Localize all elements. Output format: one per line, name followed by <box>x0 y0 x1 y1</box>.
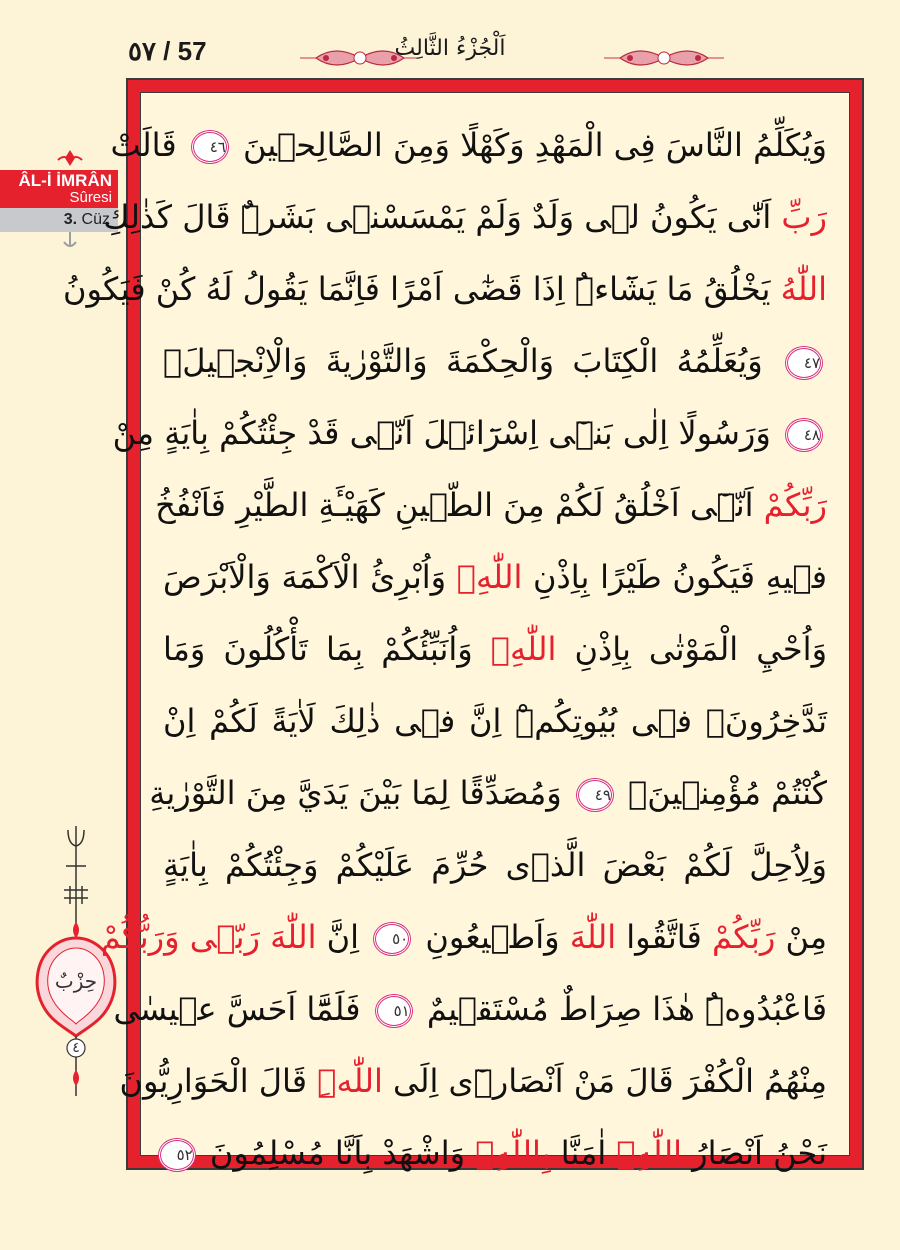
text-segment: فَاتَّقُوا <box>626 918 702 956</box>
text-segment: تَدَّخِرُونَۙ ف۪ى بُيُوتِكُمْۜ اِنَّ ف۪ى ذٰلِكَ لَاٰيَةً لَكُمْ اِنْ <box>163 702 827 740</box>
text-segment: مِنْ <box>785 918 827 956</box>
text-line <box>110 109 827 181</box>
text-segment: وَمُصَدِّقًا لِمَا بَيْنَ يَدَيَّ مِنَ التَّوْرٰيةِ <box>149 774 562 812</box>
text-line <box>149 757 827 829</box>
verse-number-marker: ٤٩ <box>576 778 614 812</box>
juz-box <box>0 208 118 232</box>
verse-number-marker: ٥٢ <box>158 1138 196 1172</box>
text-segment: وَاشْهَدْ بِاَنَّا مُسْلِمُونَ <box>209 1134 466 1172</box>
text-line <box>103 181 827 253</box>
text-segment: اَنّ۪ٓى اَخْلُقُ لَكُمْ مِنَ الطّ۪ينِ كَهَيْـَٔةِ الطَّيْرِ فَاَنْفُخُ <box>155 486 754 524</box>
highlighted-word: اللّٰهِۚ <box>490 630 557 668</box>
text-segment: وَاَط۪يعُونِ <box>425 918 560 956</box>
juz-ornament-icon <box>0 232 118 250</box>
text-line <box>112 397 827 469</box>
text-segment: وَلِاُحِلَّ لَكُمْ بَعْضَ الَّذ۪ى حُرِّمَ عَلَيْكُمْ وَجِئْتُكُمْ بِاٰيَةٍ <box>163 846 827 884</box>
text-segment: وَاُبْرِئُ الْاَكْمَهَ وَالْاَبْرَصَ <box>163 558 447 596</box>
surah-suffix: Sûresi <box>69 189 112 206</box>
text-segment: يَخْلُقُ مَا يَشَٓاءُۜ اِذَا قَضٰٓى اَمْرًا فَاِنَّمَا يَقُولُ لَهُ كُنْ فَيَكُونُ <box>62 270 771 308</box>
text-segment: نَحْنُ اَنْصَارُ <box>692 1134 827 1172</box>
text-segment: فَلَمَّٓا اَحَسَّ ع۪يسٰى <box>113 990 361 1028</box>
text-segment: اٰمَنَّا <box>560 1134 607 1172</box>
page-number: ٥٧ / 57 <box>128 36 207 66</box>
surah-label <box>0 148 118 254</box>
text-line <box>119 1045 827 1117</box>
highlighted-word: رَبِّكُمْ <box>712 918 776 956</box>
highlighted-word: اللّٰهُ <box>780 270 827 308</box>
verse-number-marker: ٤٨ <box>785 418 823 452</box>
surah-name: ÂL-İ İMRÂN <box>18 171 112 190</box>
text-segment: وَاُنَبِّئُكُمْ بِمَا تَأْكُلُونَ وَمَا <box>163 630 473 668</box>
header-ornament-right <box>600 40 728 76</box>
highlighted-word: اللّٰهِۜ <box>317 1062 383 1100</box>
highlighted-word: اللّٰهِۚ <box>456 558 523 596</box>
text-segment: اَنّٰى يَكُونُ ل۪ى وَلَدٌ وَلَمْ يَمْسَسْن۪ى بَشَرٌۜ قَالَ كَذٰلِكِ <box>103 198 772 236</box>
surah-name-box <box>0 170 118 208</box>
verse-number-marker: ٤٧ <box>785 346 823 380</box>
text-line <box>62 253 827 325</box>
highlighted-word: اللّٰهَ رَبّ۪ى وَرَبُّكُمْ <box>100 918 317 956</box>
highlighted-word: اللّٰهَ <box>569 918 617 956</box>
highlighted-word: رَبِّ <box>781 198 827 236</box>
text-segment: اِنَّ <box>326 918 360 956</box>
hizb-number: ٤ <box>72 1040 80 1056</box>
text-segment: كُنْتُمْ مُؤْمِن۪ينَۚ <box>628 774 827 812</box>
text-segment: ف۪يهِ فَيَكُونُ طَيْرًا بِاِذْنِ <box>533 558 828 596</box>
text-line <box>163 685 827 757</box>
text-segment: وَيُعَلِّمُهُ الْكِتَابَ وَالْحِكْمَةَ وَالتَّوْرٰيةَ وَالْاِنْج۪يلَۚ <box>163 342 763 380</box>
text-segment: وَاُحْيِ الْمَوْتٰى بِاِذْنِ <box>574 630 828 668</box>
juz-title: اَلْجُزْءُ الثَّالِثُ <box>394 36 506 61</box>
text-line <box>163 829 827 901</box>
highlighted-word: رَبِّكُمْ <box>763 486 827 524</box>
text-line <box>155 469 827 541</box>
text-line <box>163 325 827 397</box>
text-segment: وَيُكَلِّمُ النَّاسَ فِى الْمَهْدِ وَكَهْلًا وَمِنَ الصَّالِح۪ينَ <box>243 126 827 164</box>
verse-number-marker: ٥١ <box>375 994 413 1028</box>
verse-number-marker: ٤٦ <box>191 130 229 164</box>
text-line <box>163 1117 827 1189</box>
highlighted-word: بِاللّٰهِۚ <box>475 1134 551 1172</box>
verse-number-marker: ٥٠ <box>373 922 411 956</box>
text-line <box>100 901 827 973</box>
surah-ornament-icon <box>0 148 118 166</box>
text-line <box>163 613 827 685</box>
text-segment: مِنْهُمُ الْكُفْرَ قَالَ مَنْ اَنْصَار۪ٓى اِلَى <box>393 1062 827 1100</box>
text-segment: قَالَتْ <box>110 126 177 164</box>
text-line <box>163 541 827 613</box>
text-segment: قَالَ الْحَوَارِيُّونَ <box>119 1062 308 1100</box>
text-line <box>113 973 827 1045</box>
hizb-label: حِزْبٌ <box>54 969 98 993</box>
text-segment: فَاعْبُدُوهُۜ هٰذَا صِرَاطٌ مُسْتَق۪يمٌ <box>426 990 827 1028</box>
highlighted-word: اللّٰهِۚ <box>616 1134 682 1172</box>
juz-label: Cüz <box>81 211 110 228</box>
juz-number: 3. <box>63 211 78 228</box>
text-segment: وَرَسُولًا اِلٰى بَن۪ٓى اِسْرَٓائ۪لَ اَنّ۪ى قَدْ جِئْتُكُمْ بِاٰيَةٍ مِنْ <box>112 414 771 452</box>
